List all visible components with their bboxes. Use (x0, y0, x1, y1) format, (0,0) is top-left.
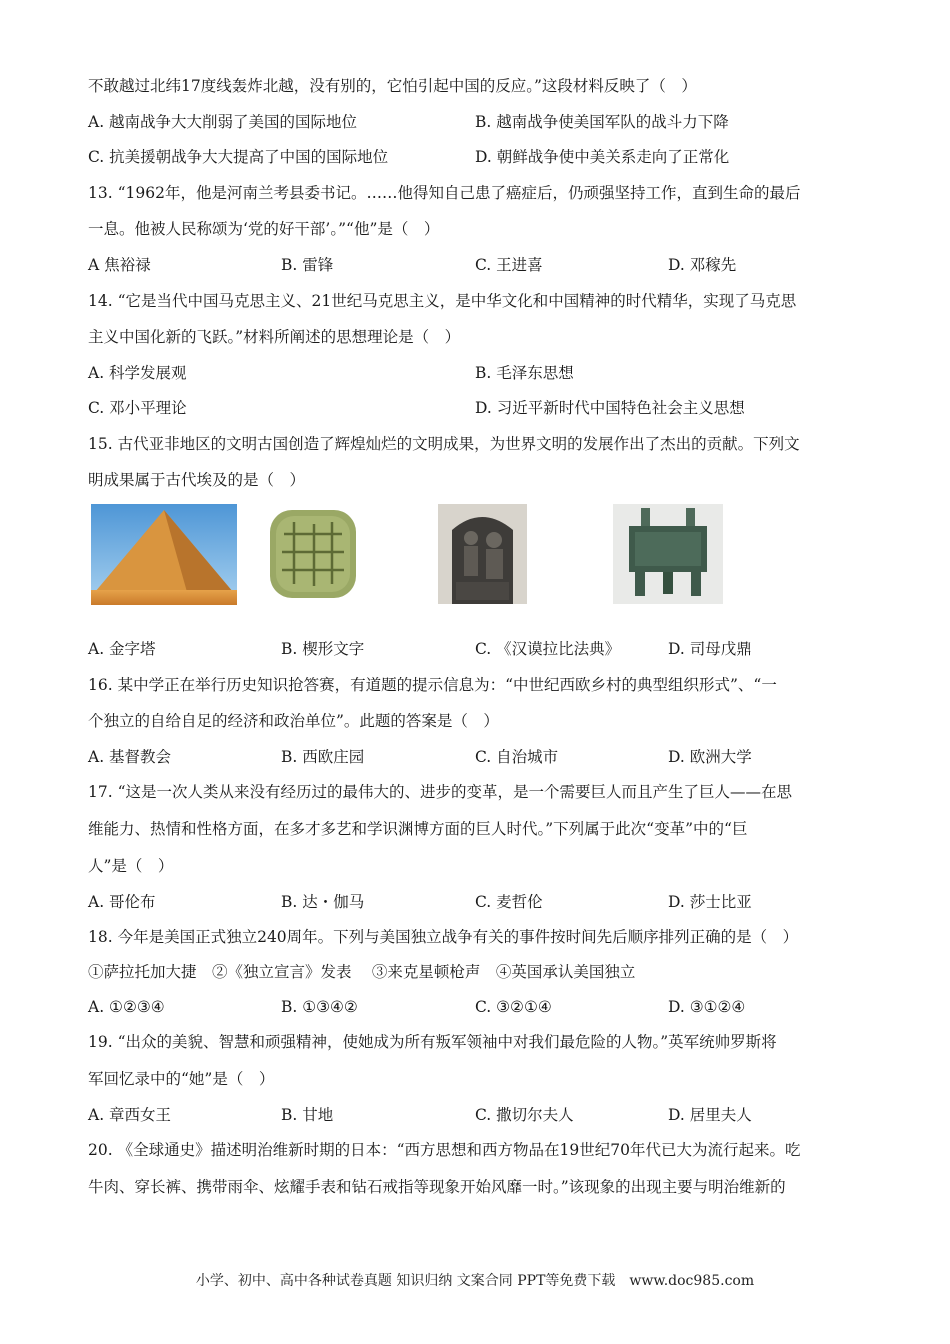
q14-stem-1: 14. “它是当代中国马克思主义、21世纪马克思主义，是中华文化和中国精神的时代精华，实现了马克思 (88, 292, 797, 310)
q17-stem-2: 维能力、热情和性格方面，在多才多艺和学识渊博方面的巨人时代。”下列属于此次“变革”中的“巨 (88, 820, 748, 838)
q15-option-d[interactable]: D. 司母戊鼎 (668, 640, 752, 658)
q17-stem-1: 17. “这是一次人类从来没有经历过的最伟大的、进步的变革，是一个需要巨人而且产生了巨人——在思 (88, 783, 793, 801)
q16-option-b[interactable]: B. 西欧庄园 (281, 748, 365, 766)
q16-stem-2: 个独立的自给自足的经济和政治单位”。此题的答案是（ ） (88, 712, 499, 730)
q16-option-a[interactable]: A. 基督教会 (88, 748, 172, 766)
footer-text: 小学、初中、高中各种试卷真题 知识归纳 文案合同 PPT等免费下载 (195, 1273, 616, 1289)
q19-option-c[interactable]: C. 撒切尔夫人 (475, 1106, 574, 1124)
q13-stem-1: 13. “1962年，他是河南兰考县委书记。……他得知自己患了癌症后，仍顽强坚持工作，直到生命的最后 (88, 184, 801, 202)
q17-option-c[interactable]: C. 麦哲伦 (475, 893, 543, 911)
cuneiform-tablet-image (266, 504, 361, 604)
q16-option-c[interactable]: C. 自治城市 (475, 748, 559, 766)
q20-stem-1: 20. 《全球通史》描述明治维新时期的日本：“西方思想和西方物品在19世纪70年代已大为流行起来。吃 (88, 1141, 801, 1159)
q14-option-a[interactable]: A. 科学发展观 (88, 364, 187, 382)
q14-option-b[interactable]: B. 毛泽东思想 (475, 364, 574, 382)
q17-option-b[interactable]: B. 达・伽马 (281, 893, 365, 911)
q18-option-a[interactable]: A. ①②③④ (88, 998, 165, 1016)
q12-option-a[interactable]: A. 越南战争大大削弱了美国的国际地位 (88, 113, 358, 131)
q15-stem-1: 15. 古代亚非地区的文明古国创造了辉煌灿烂的文明成果，为世界文明的发展作出了杰出的贡献。下列文 (88, 435, 800, 453)
q16-option-d[interactable]: D. 欧洲大学 (668, 748, 752, 766)
q13-option-c[interactable]: C. 王进喜 (475, 256, 543, 274)
q16-stem-1: 16. 某中学正在举行历史知识抢答赛，有道题的提示信息为：“中世纪西欧乡村的典型组织形式”、“一 (88, 676, 777, 694)
q12-option-b[interactable]: B. 越南战争使美国军队的战斗力下降 (475, 113, 729, 131)
q14-stem-2: 主义中国化新的飞跃。”材料所阐述的思想理论是（ ） (88, 328, 461, 346)
q17-option-a[interactable]: A. 哥伦布 (88, 893, 156, 911)
q18-option-c[interactable]: C. ③②①④ (475, 998, 552, 1016)
q19-option-d[interactable]: D. 居里夫人 (668, 1106, 752, 1124)
page-footer (0, 1270, 950, 1290)
q18-event-list: ①萨拉托加大捷 ②《独立宣言》发表 ③来克星顿枪声 ④英国承认美国独立 (88, 963, 636, 981)
q12-option-c[interactable]: C. 抗美援朝战争大大提高了中国的国际地位 (88, 148, 389, 166)
q18-option-b[interactable]: B. ①③④② (281, 998, 358, 1016)
q12-stem-tail: 不敢越过北纬17度线轰炸北越，没有别的，它怕引起中国的反应。”这段材料反映了（ ） (88, 77, 697, 95)
q15-stem-2: 明成果属于古代埃及的是（ ） (88, 471, 306, 489)
q12-option-d[interactable]: D. 朝鲜战争使中美关系走向了正常化 (475, 148, 730, 166)
q19-option-a[interactable]: A. 章西女王 (88, 1106, 172, 1124)
q13-option-b[interactable]: B. 雷锋 (281, 256, 334, 274)
hammurabi-code-stele-image (438, 504, 527, 604)
q14-option-d[interactable]: D. 习近平新时代中国特色社会主义思想 (475, 399, 745, 417)
footer-url-link[interactable]: www.doc985.com (629, 1273, 755, 1289)
q17-option-d[interactable]: D. 莎士比亚 (668, 893, 752, 911)
simuwu-ding-image (613, 504, 723, 604)
q18-stem-1: 18. 今年是美国正式独立240周年。下列与美国独立战争有关的事件按时间先后顺序排列正确的是（ ） (88, 928, 799, 946)
q17-stem-3: 人”是（ ） (88, 857, 174, 875)
q19-stem-1: 19. “出众的美貌、智慧和顽强精神，使她成为所有叛军领袖中对我们最危险的人物。”英军统帅罗斯将 (88, 1033, 777, 1051)
q19-stem-2: 军回忆录中的“她”是（ ） (88, 1070, 275, 1088)
q15-option-a[interactable]: A. 金字塔 (88, 640, 156, 658)
q13-stem-2: 一息。他被人民称颂为‘党的好干部’。”“他”是（ ） (88, 220, 440, 238)
q15-option-c[interactable]: C. 《汉谟拉比法典》 (475, 640, 621, 658)
q19-option-b[interactable]: B. 甘地 (281, 1106, 334, 1124)
q13-option-d[interactable]: D. 邓稼先 (668, 256, 737, 274)
q15-option-b[interactable]: B. 楔形文字 (281, 640, 365, 658)
q20-stem-2: 牛肉、穿长裤、携带雨伞、炫耀手表和钻石戒指等现象开始风靡一时。”该现象的出现主要与明治维新的 (88, 1178, 786, 1196)
q14-option-c[interactable]: C. 邓小平理论 (88, 399, 187, 417)
pyramid-image (91, 504, 237, 605)
q18-option-d[interactable]: D. ③①②④ (668, 998, 746, 1016)
q13-option-a[interactable]: A 焦裕禄 (88, 256, 151, 274)
